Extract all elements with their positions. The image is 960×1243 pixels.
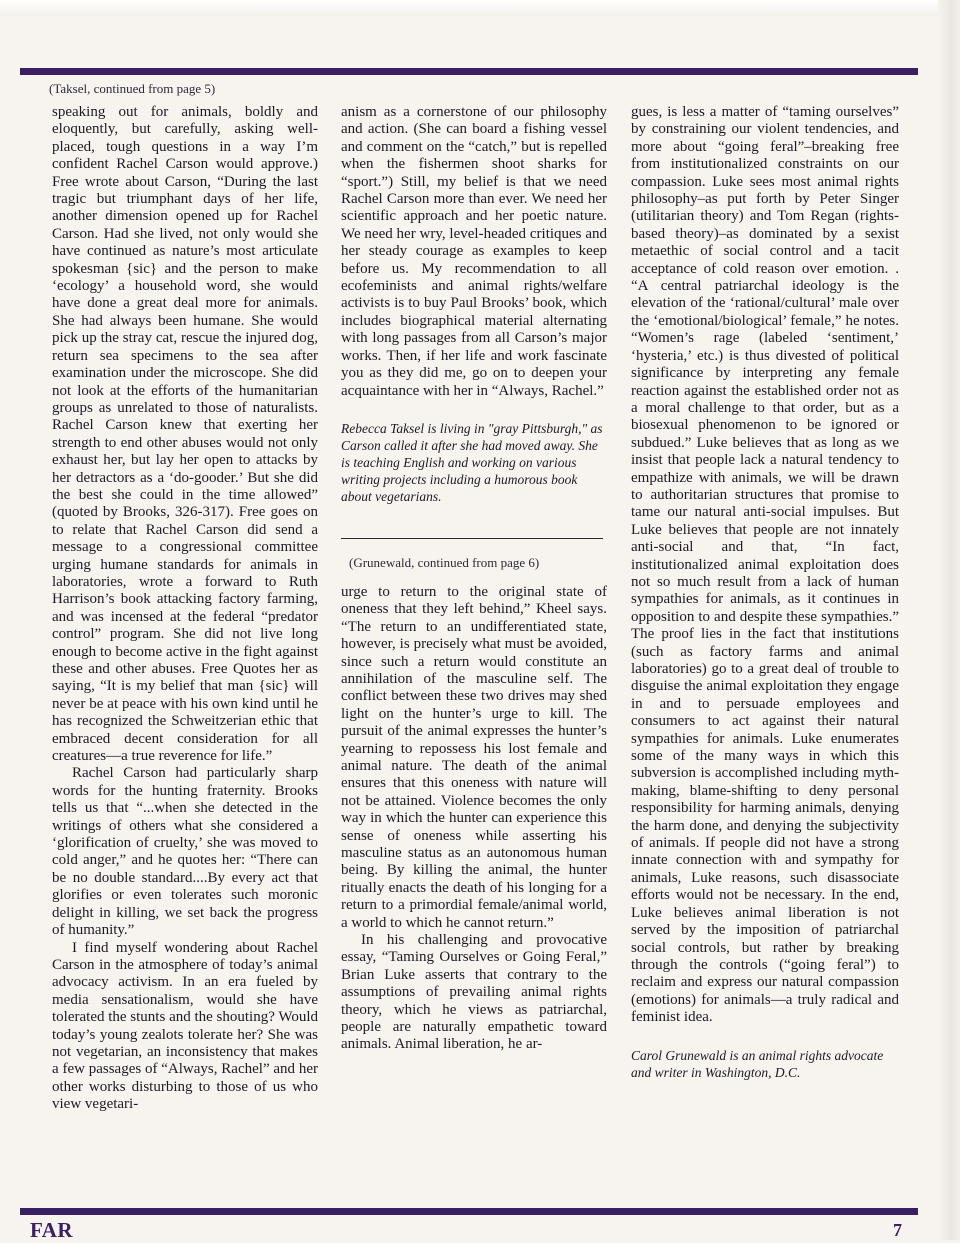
paragraph: In his challenging and provocative essay, “Taming Ourselves or Going Feral,” Brian Luke asserts that contrary to the assumptions of prevailing animal rights theory, which he views as patriarchal, people are naturally empathetic toward animals. Animal liberation, he ar-	[341, 932, 607, 1053]
page-edge-shadow	[938, 0, 960, 1240]
publication-name: FAR	[30, 1218, 74, 1242]
paragraph: anism as a cornerstone of our philosophy and action. (She can board a fishing vessel and comment on the “catch,” but is repelled when the fishermen shoot sharks for “sport.”) Still, my belief is that we need Rachel Carson more than ever. We need her scientific approach and her poetic nature. We need her wry, level-headed critiques and her steady courage as examples to keep before us. My recommendation to all ecofeminists and animal rights/welfare activists is to buy Paul Brooks’ book, which includes biographical material alternating with long passages from all Carson’s major works. Then, if her life and work fascinate you as they did me, go on to deepen your acquaintance with her in “Always, Rachel.”	[341, 104, 607, 399]
article-column-2	[341, 104, 607, 1054]
footer-rule	[20, 1208, 918, 1215]
article-column-1	[52, 104, 318, 1114]
paragraph: gues, is less a matter of “taming ourselves” by constraining our violent tendencies, and more about “going feral”–breaking free from institutionalized constraints on our compassion. Luke sees most animal rights philosophy–as put forth by Peter Singer (utilitarian theory) and Tom Regan (rights-based theory)–as dominated by a sexist metaethic of social control and a tacit acceptance of cold reason over emotion. . “A central patriarchal ideology is the elevation of the ‘rational/cultural’ male over the ‘emotional/biological’ female,” he notes. “Women’s rage (labeled ‘sentiment,’ ‘hysteria,’ etc.) is thus divested of political significance by interpreting any female reaction against the established order not as a moral challenge to that order, but as a biosexual phenomenon to be ignored or subdued.” Luke believes that as long as we insist that people lack a natural tendency to empathize with animals, we will be drawn to authoritarian structures that promise to tame our natural anti-social impulses. But Luke believes that people are not innately anti-social and that, “In fact, institutionalized animal exploitation does not so much result from a lack of human sympathies for animals, as it continues in opposition to and despite these sympathies.” The proof lies in the fact that institutions (such as factory farms and animal laboratories) go to a great deal of trouble to disguise the animal exploitation they engage in and to persuade employees and consumers to act against their natural sympathies for animals. Luke enumerates some of the many ways in which this subversion is accomplished including myth-making, blame-shifting to deny personal responsibility for harming animals, denying the harm done, and denying the subjectivity of animals. If people did not have a strong innate connection with and sympathy for animals, Luke reasons, such disassociate efforts would not be necessary. In the end, Luke believes animal liberation is not served by the imposition of patriarchal social controls, but rather by breaking through the controls (“going feral”) to reclaim and express our natural compassion (emotions) for animals—a truly radical and feminist idea.	[631, 104, 899, 1026]
header-rule	[20, 68, 918, 75]
article-column-3	[631, 104, 899, 1081]
paragraph: Rachel Carson had particularly sharp words for the hunting fraternity. Brooks tells us that “...when she detected in the writings of others what she considered a ‘glorification of cruelty,’ she was moved to cold anger,” and he quotes her: “There can be no double standard....By every act that glorifies or even tolerates such moronic delight in killing, we set back the progress of humanity.”	[52, 765, 318, 939]
paragraph: speaking out for animals, boldly and eloquently, but carefully, asking well-placed, tough questions in a way I’m confident Rachel Carson would approve.) Free wrote about Carson, “During the last tragic but triumphant days of her life, another dimension opened up for Rachel Carson. Had she lived, not only would she have continued as nature’s most articulate spokesman {sic} and the person to make ‘ecology’ a household word, she would have done a great deal more for animals. She had always been humane. She would pick up the stray cat, rescue the injured dog, return sea specimens to the sea after examination under the microscope. She did not look at the efforts of the humanitarian groups as unrelated to those of naturalists. Rachel Carson knew that exerting her strength to end other abuses would not only exhaust her, but lay her open to attacks by her detractors as a ‘do-gooder.’ But she did the best she could in the time allowed” (quoted by Brooks, 326-317). Free goes on to relate that Rachel Carson did send a message to a congressional committee urging humane standards for animals in laboratories, wrote a forward to Ruth Harrison’s book attacking factory farming, and was incensed at the federal “predator control” program. She did not live long enough to become active in the fight against these and other abuses. Free Quotes her as saying, “It is my belief that man {sic} will never be at peace with his own kind until he has recognized the Schweitzerian ethic that embraced decent consideration for all creatures—a true reverence for life.”	[52, 104, 318, 765]
paragraph: urge to return to the original state of oneness that they left behind,” Kheel says. “The return to an undifferentiated state, however, is precisely what must be avoided, since such a return would constitute an annihilation of the masculine self. The conflict between these two drives may shed light on the hunter’s urge to kill. The pursuit of the animal expresses the hunter’s yearning to repossess his lost female and animal nature. The death of the animal ensures that this oneness with nature will not be attained. Violence becomes the only way in which the hunter can experience this sense of oneness while asserting his masculine status as an autonomous human being. By killing the animal, the hunter ritually enacts the death of his longing for a return to a primordial female/animal world, a world to which he cannot return.”	[341, 583, 607, 931]
continuation-note: (Grunewald, continued from page 6)	[349, 554, 540, 570]
paragraph: I find myself wondering about Rachel Carson in the atmosphere of today’s animal advocacy activism. In an era fueled by media sensationalism, would she have tolerated the stunts and the shouting? Would today’s young zealots tolerate her? She was not vegetarian, an inconsistency that makes a few passages of “Always, Rachel” and her other works disturbing to those of us who view vegetari-	[52, 939, 318, 1113]
scan-edge	[0, 0, 960, 16]
page-number: 7	[893, 1220, 902, 1240]
author-bio: Rebecca Taksel is living in "gray Pittsburgh," as Carson called it after she had moved away. She is teaching English and working on various writing projects including a humorous book about vegetarians.	[341, 420, 603, 504]
section-divider	[341, 538, 603, 539]
author-bio: Carol Grunewald is an animal rights advocate and writer in Washington, D.C.	[631, 1047, 884, 1080]
continuation-note: (Taksel, continued from page 5)	[49, 81, 216, 96]
